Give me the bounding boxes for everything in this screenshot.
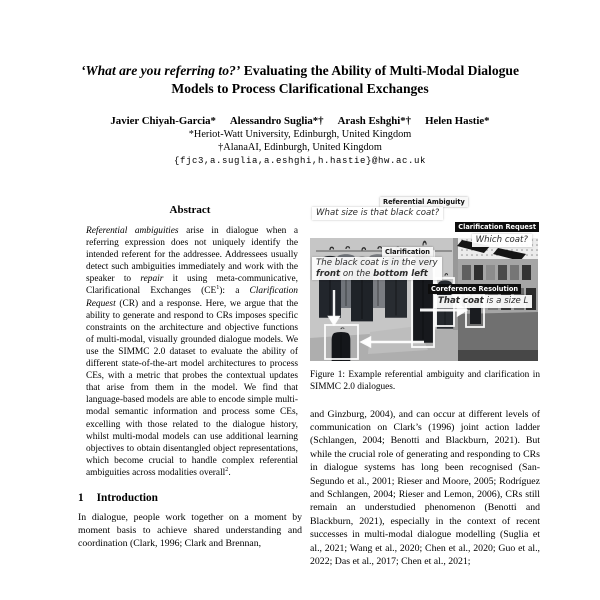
affiliation-1: *Heriot-Watt University, Edinburgh, United Kingdom [188, 129, 412, 140]
label-clarification: Clarification [382, 247, 433, 257]
bubble-clarification [312, 257, 442, 280]
title-quoted-phrase: ‘What are you referring to?’ [80, 63, 241, 78]
author-block [30, 114, 570, 166]
bubble-request: Which coat? [472, 234, 532, 247]
right-floor-shadow [458, 350, 538, 361]
figure-caption: Figure 1: Example referential ambiguity and clarification in SIMMC 2.0 dialogues. [310, 370, 540, 392]
abstract-heading: Abstract [169, 204, 211, 216]
author-name: Javier Chiyah-Garcia* [110, 115, 216, 127]
bubble-ambiguity: What size is that black coat? [312, 207, 443, 220]
bubble-clarification-line2: front on the bottom left [316, 268, 428, 279]
affiliation-2: †AlanaAI, Edinburgh, United Kingdom [218, 142, 382, 153]
label-coreference-resolution: Coreference Resolution [428, 284, 521, 294]
right-column-paragraph: and Ginzburg, 2004), and can occur at different levels of communication on Clark’s (1996) joint action ladder (Schlangen, 2004; Benotti and Blackburn, 2021). But while the crucial role of generating and responding to CRs in dialogue systems has long been recognised (San-Segundo et al., 2001; Rieser and Moore, 2005; Rodríguez and Schlangen, 2004; Rieser and Lemon, 2006), CRs still remain an understudied phenomenon (Benotti and Blackburn, 2021), especially in the context of recent successes in multi-modal dialogue modelling (Suglia et al., 2021; Wang et al., 2020; Chen et al., 2020; Guo et al., 2022; Das et al., 2017; Chen et al., 2021; [310, 408, 540, 568]
section-heading-introduction [78, 492, 302, 504]
left-column [78, 204, 302, 550]
figure-1 [310, 196, 540, 362]
authors-line [30, 114, 570, 128]
right-column [310, 196, 540, 568]
label-referential-ambiguity: Referential Ambiguity [380, 197, 468, 207]
section-number: 1 [78, 491, 84, 504]
paper-title [60, 62, 540, 98]
abstract-body: Referential ambiguities arise in dialogue when a referring expression does not uniquely identify the intended referent for the addressee. Addressees usually detect such ambiguities immediately and work with the speaker to repair it using meta-communicative, Clarificational Exchanges $(CE^1)$: a Clarification Request (CR) and a response. Here, we argue that the ability to generate and respond to CRs imposes specific constraints on the architecture and objective functions of multi-modal, visually grounded dialogue models. We use the SIMMC 2.0 dataset to evaluate the ability of different state-of-the-art model architectures to process CEs, with a metric that probes the contextual updates that arise from them in the model. We find that language-based models are able to encode simple multi-modal semantic information and process some CEs, excelling with those related to the dialogue history, whilst multi-modal models can use additional learning objectives to obtain disentangled object representations, which become crucial to handle complex referential ambiguities across modalities overall$^2$. [86, 226, 298, 478]
title-rest: Evaluating the Ability of Multi-Modal Dialogue Models to Process Clarificational Exchanges [171, 63, 520, 96]
author-name: Alessandro Suglia*† [229, 115, 324, 127]
contact-email: {fjc3,a.suglia,a.eshghi,h.hastie}@hw.ac.uk [173, 156, 427, 166]
author-name: Helen Hastie* [425, 115, 490, 127]
section-title: Introduction [96, 491, 158, 504]
author-name: Arash Eshghi*† [337, 115, 412, 127]
bubble-coreference: That coat is a size L [434, 295, 532, 308]
bubble-clarification-line1: The black coat is in the very [316, 258, 438, 268]
introduction-paragraph: In dialogue, people work together on a moment by moment basis to achieve shared understanding and coordination (Clark, 1996; Clark and Brennan, [78, 511, 302, 549]
label-clarification-request: Clarification Request [455, 222, 539, 232]
